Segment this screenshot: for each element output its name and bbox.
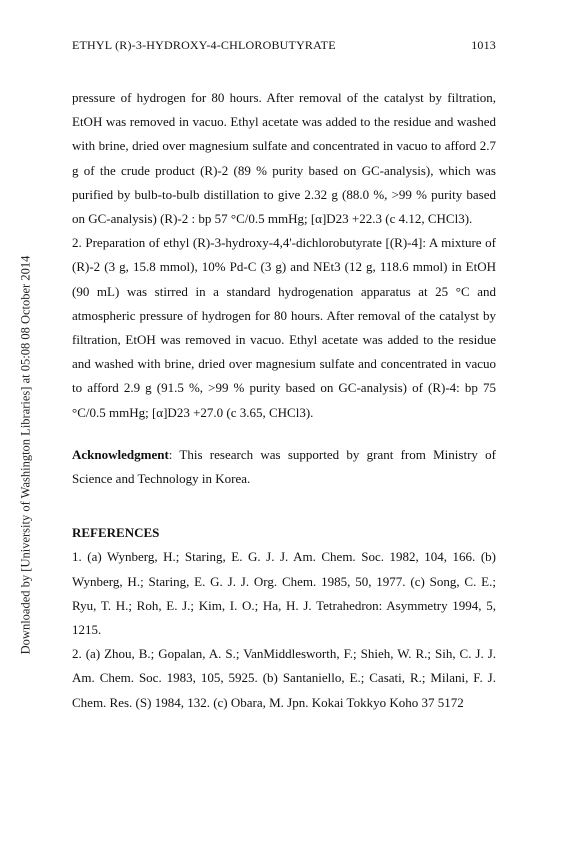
reference-item: 1. (a) Wynberg, H.; Staring, E. G. J. J. Am. Chem. Soc. 1982, 104, 166. (b) Wynberg, H.; Staring, E. G. J. J. Org. Chem. 1985, 50, 1977. (c) Song, C. E.; Ryu, T. H.; Roh, E. J.; Kim, I. O.; Ha, H. J. Tetrahedron: Asymmetry 1994, 5, 1215. xyxy=(72,549,496,638)
paragraph-2: 2. Preparation of ethyl (R)-3-hydroxy-4,4'-dichlorobutyrate [(R)-4]: A mixture of (R)-2 (3 g, 15.8 mmol), 10% Pd-C (3 g) and NEt3 (12 g, 118.6 mmol) in EtOH (90 mL) was stirred in a standard hydrogenation apparatus at 25 °C and atmospheric pressure of hydrogen for 80 hours. After removal of the catalyst by filtration, EtOH was removed in vacuo. Ethyl acetate was added to the residue and washed with brine, dried over magnesium sulfate and concentrated in vacuo to afford 2.9 g (91.5 %, >99 % purity based on GC-analysis) of (R)-4: bp 75 °C/0.5 mmHg; [α]D23 +27.0 (c 3.65, CHCl3). xyxy=(72,235,496,420)
running-title: ETHYL (R)-3-HYDROXY-4-CHLOROBUTYRATE xyxy=(72,38,336,52)
references-heading: REFERENCES xyxy=(72,525,160,541)
reference-item: 2. (a) Zhou, B.; Gopalan, A. S.; VanMiddlesworth, F.; Shieh, W. R.; Sih, C. J. J. Am. Chem. Soc. 1983, 105, 5925. (b) Santaniello, E.; Casati, R.; Milani, F. J. Chem. Res. (S) 1984, 132. (c) Obara, M. Jpn. Kokai Tokkyo Koho 37 5172 xyxy=(72,646,496,710)
reference-list xyxy=(72,545,496,714)
article-body xyxy=(72,86,496,715)
page-number: 1013 xyxy=(471,38,496,52)
acknowledgment xyxy=(72,443,496,491)
paragraph-1: pressure of hydrogen for 80 hours. After removal of the catalyst by filtration, EtOH was removed in vacuo. Ethyl acetate was added to the residue and washed with brine, dried over magnesium sulfate and concentrated in vacuo to afford 2.7 g of the crude product (R)-2 (89 % purity based on GC-analysis), which was purified by bulb-to-bulb distillation to give 2.32 g (88.0 %, >99 % purity based on GC-analysis) (R)-2 : bp 57 °C/0.5 mmHg; [α]D23 +22.3 (c 4.12, CHCl3). xyxy=(72,90,496,227)
download-watermark: Downloaded by [University of Washington Libraries] at 05:08 08 October 2014 xyxy=(18,255,33,655)
acknowledgment-text: : This research was supported by grant from Ministry of Science and Technology in Korea. xyxy=(72,446,496,487)
acknowledgment-label: Acknowledgment xyxy=(72,446,169,462)
